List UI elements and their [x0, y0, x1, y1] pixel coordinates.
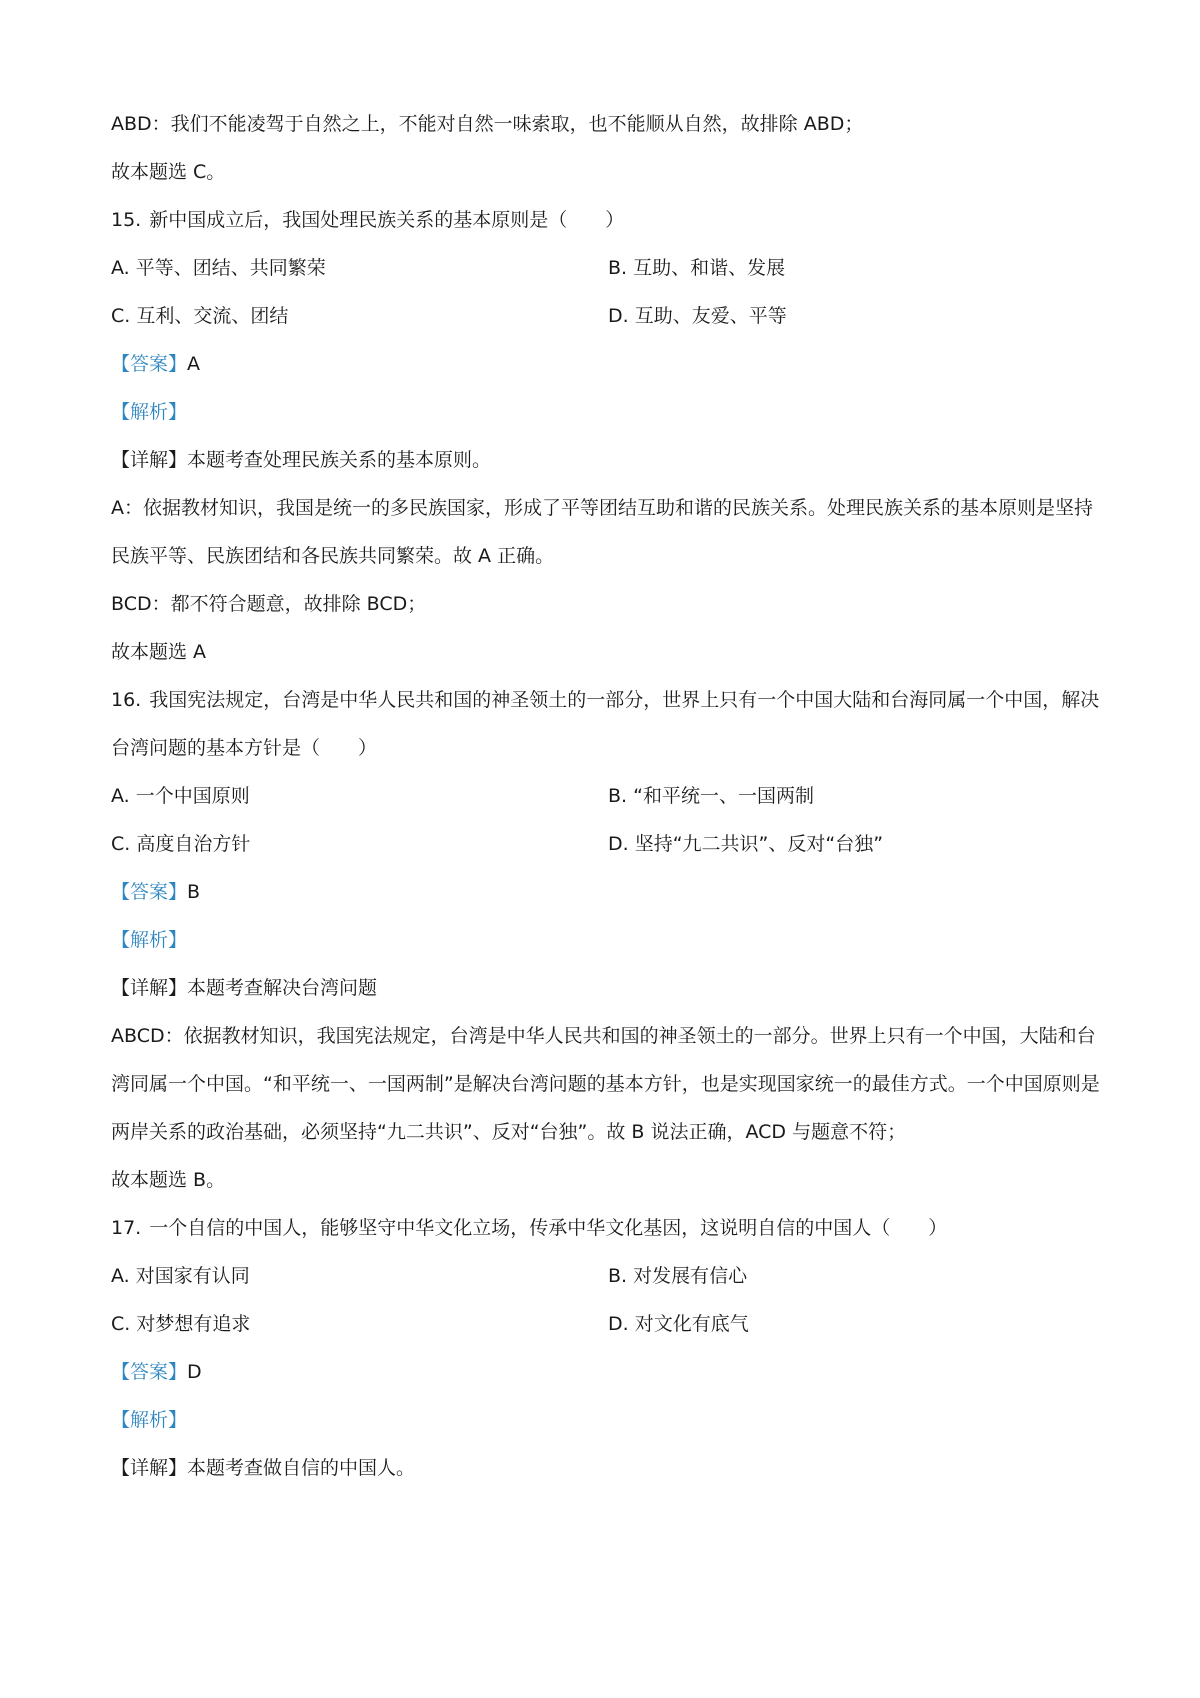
answer-label: 【答案】 — [111, 1361, 188, 1383]
question-15-explanation-1: A：依据教材知识，我国是统一的多民族国家，形成了平等团结互助和谐的民族关系。处理民族关系的基本原则是坚持民族平等、民族团结和各民族共同繁荣。故 A 正确。 — [111, 497, 1094, 567]
option-c: C. 高度自治方针 — [111, 833, 251, 855]
question-15-explanation-2: BCD：都不符合题意，故排除 BCD； — [111, 593, 427, 615]
question-15-detail — [111, 436, 1101, 484]
question-16-stem — [111, 676, 1101, 772]
question-16-options-row-1 — [111, 772, 1101, 820]
intro-line-1: ABD：我们不能凌驾于自然之上，不能对自然一味索取，也不能顺从自然，故排除 ABD； — [111, 113, 864, 135]
question-17-analysis — [111, 1396, 1101, 1444]
question-16-conclusion: 故本题选 B。 — [111, 1169, 226, 1191]
option-b: B. “和平统一、一国两制 — [608, 785, 814, 807]
question-number: 16. — [111, 689, 142, 711]
option-d: D. 对文化有底气 — [608, 1313, 749, 1335]
option-b: B. 对发展有信心 — [608, 1265, 748, 1287]
detail-text: 本题考查处理民族关系的基本原则。 — [187, 449, 492, 471]
answer-value: B — [187, 881, 201, 903]
intro-line-2: 故本题选 C。 — [111, 161, 226, 183]
detail-label: 【详解】 — [111, 449, 188, 471]
detail-label: 【详解】 — [111, 1457, 188, 1479]
answer-label: 【答案】 — [111, 353, 188, 375]
option-d: D. 互助、友爱、平等 — [608, 305, 787, 327]
option-d: D. 坚持“九二共识”、反对“台独” — [608, 833, 884, 855]
question-16-answer — [111, 868, 1101, 916]
question-15-options-row-1 — [111, 244, 1101, 292]
question-17-answer — [111, 1348, 1101, 1396]
question-15-analysis — [111, 388, 1101, 436]
question-16-options-row-2 — [111, 820, 1101, 868]
answer-value: A — [187, 353, 201, 375]
question-17-stem — [111, 1204, 1101, 1252]
option-c: C. 对梦想有追求 — [111, 1313, 251, 1335]
question-16-detail — [111, 964, 1101, 1012]
detail-text: 本题考查做自信的中国人。 — [187, 1457, 416, 1479]
question-number: 15. — [111, 209, 142, 231]
question-15-conclusion: 故本题选 A — [111, 641, 207, 663]
question-15-options-row-2 — [111, 292, 1101, 340]
question-17-detail — [111, 1444, 1101, 1492]
detail-label: 【详解】 — [111, 977, 188, 999]
question-text: 我国宪法规定，台湾是中华人民共和国的神圣领土的一部分，世界上只有一个中国大陆和台海同属一个中国，解决台湾问题的基本方针是（ ） — [111, 689, 1100, 759]
option-a: A. 一个中国原则 — [111, 785, 250, 807]
option-c: C. 互利、交流、团结 — [111, 305, 289, 327]
answer-value: D — [187, 1361, 202, 1383]
question-number: 17. — [111, 1217, 142, 1239]
question-text: 一个自信的中国人，能够坚守中华文化立场，传承中华文化基因，这说明自信的中国人（ ） — [149, 1217, 948, 1239]
answer-label: 【答案】 — [111, 881, 188, 903]
question-16-explanation: ABCD：依据教材知识，我国宪法规定，台湾是中华人民共和国的神圣领土的一部分。世界上只有一个中国，大陆和台湾同属一个中国。“和平统一、一国两制”是解决台湾问题的基本方针，也是实现国家统一的最佳方式。一个中国原则是两岸关系的政治基础，必须坚持“九二共识”、反对“台独”。故 B 说法正确，ACD 与题意不符； — [111, 1025, 1100, 1143]
question-16-analysis — [111, 916, 1101, 964]
question-15-stem — [111, 196, 1101, 244]
analysis-label: 【解析】 — [111, 401, 188, 423]
analysis-label: 【解析】 — [111, 929, 188, 951]
question-15-answer — [111, 340, 1101, 388]
detail-text: 本题考查解决台湾问题 — [187, 977, 378, 999]
option-b: B. 互助、和谐、发展 — [608, 257, 786, 279]
question-17-options-row-2 — [111, 1300, 1101, 1348]
option-a: A. 对国家有认同 — [111, 1265, 250, 1287]
question-17-options-row-1 — [111, 1252, 1101, 1300]
document-page — [111, 100, 1101, 1492]
option-a: A. 平等、团结、共同繁荣 — [111, 257, 326, 279]
analysis-label: 【解析】 — [111, 1409, 188, 1431]
question-text: 新中国成立后，我国处理民族关系的基本原则是（ ） — [149, 209, 625, 231]
